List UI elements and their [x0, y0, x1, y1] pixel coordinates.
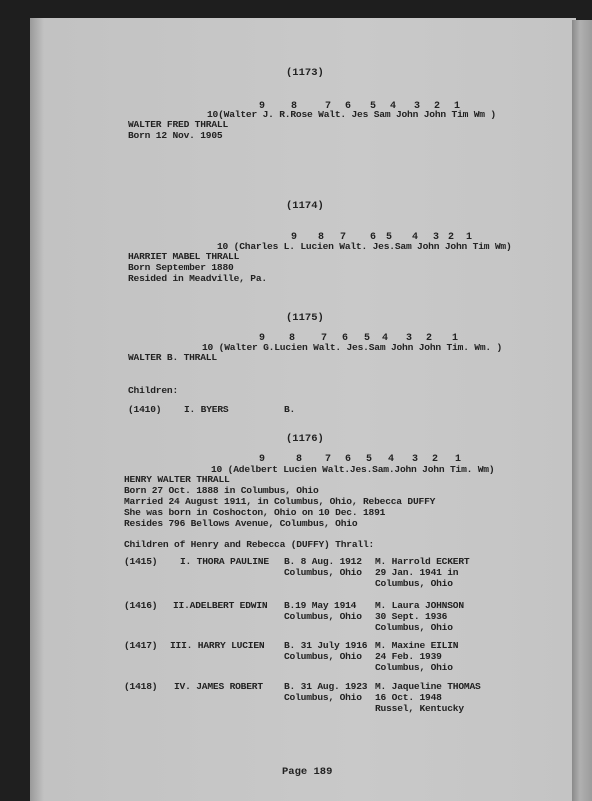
lineage-line: 10 (Charles L. Lucien Walt. Jes.Sam John John Tim Wm)	[217, 241, 512, 252]
child-birth-date: B. 31 July 1916	[284, 640, 368, 651]
child-name: IV. JAMES ROBERT	[174, 681, 263, 692]
child-marriage-place: Columbus, Ohio	[375, 578, 453, 589]
child-name: I. BYERS	[184, 404, 229, 415]
person-name: WALTER FRED THRALL	[128, 119, 229, 130]
generation-number: 4	[382, 333, 389, 344]
child-marriage-date: 30 Sept. 1936	[375, 611, 448, 622]
generation-number: 9	[291, 232, 298, 243]
child-birth-date: B.19 May 1914	[284, 600, 357, 611]
generation-number: 9	[259, 333, 266, 344]
child-marriage-place: Columbus, Ohio	[375, 622, 453, 633]
generation-number: 6	[345, 101, 352, 112]
generation-number: 6	[345, 454, 352, 465]
child-number: (1410)	[128, 404, 162, 415]
child-birth-place: Columbus, Ohio	[284, 567, 362, 578]
children-heading: Children:	[128, 385, 179, 396]
person-name: HENRY WALTER THRALL	[124, 474, 230, 485]
person-name: WALTER B. THRALL	[128, 352, 217, 363]
generation-number: 3	[414, 101, 421, 112]
child-name: I. THORA PAULINE	[180, 556, 269, 567]
child-birth-place: Columbus, Ohio	[284, 692, 362, 703]
top-scan-border	[0, 0, 592, 20]
child-spouse: M. Laura JOHNSON	[375, 600, 464, 611]
generation-number: 1	[466, 232, 473, 243]
generation-number: 4	[390, 101, 397, 112]
generation-number: 7	[325, 101, 332, 112]
generation-number: 9	[259, 454, 266, 465]
generation-number: 3	[412, 454, 419, 465]
lineage-line: 10(Walter J. R.Rose Walt. Jes Sam John John Tim Wm )	[207, 109, 496, 120]
birth-info: Born September 1880	[128, 262, 234, 273]
entry-number: (1174)	[286, 200, 324, 212]
generation-number: 1	[454, 101, 461, 112]
generation-number: 2	[448, 232, 455, 243]
entry-number: (1173)	[286, 67, 324, 79]
child-number: (1415)	[124, 556, 158, 567]
generation-number: 2	[432, 454, 439, 465]
child-birth-date: B. 31 Aug. 1923	[284, 681, 368, 692]
generation-number: 4	[388, 454, 395, 465]
generation-number: 3	[406, 333, 413, 344]
child-marriage-date: 16 Oct. 1948	[375, 692, 442, 703]
child-birth-place: Columbus, Ohio	[284, 651, 362, 662]
child-marriage-place: Columbus, Ohio	[375, 662, 453, 673]
generation-number: 7	[321, 333, 328, 344]
child-spouse: M. Maxine EILIN	[375, 640, 459, 651]
page-edge	[572, 20, 592, 801]
entry-number: (1175)	[286, 312, 324, 324]
child-spouse: M. Harrold ECKERT	[375, 556, 470, 567]
spouse-birth-info: She was born in Coshocton, Ohio on 10 Dec. 1891	[124, 507, 386, 518]
generation-number: 5	[386, 232, 393, 243]
child-birth-date: B. 8 Aug. 1912	[284, 556, 362, 567]
birth-info: Born 27 Oct. 1888 in Columbus, Ohio	[124, 485, 319, 496]
generation-number: 8	[289, 333, 296, 344]
child-birth-place: Columbus, Ohio	[284, 611, 362, 622]
generation-number: 5	[370, 101, 377, 112]
child-name: II.ADELBERT EDWIN	[173, 600, 268, 611]
generation-number: 8	[318, 232, 325, 243]
entry-number: (1176)	[286, 433, 324, 445]
residence-info: Resided in Meadville, Pa.	[128, 273, 267, 284]
marriage-info: Married 24 August 1911, in Columbus, Ohio, Rebecca DUFFY	[124, 496, 436, 507]
child-name: III. HARRY LUCIEN	[170, 640, 265, 651]
residence-info: Resides 796 Bellows Avenue, Columbus, Ohio	[124, 518, 358, 529]
generation-number: 1	[455, 454, 462, 465]
generation-number: 5	[366, 454, 373, 465]
page-number: Page 189	[282, 766, 333, 778]
generation-number: 4	[412, 232, 419, 243]
birth-info: Born 12 Nov. 1905	[128, 130, 223, 141]
generation-number: 2	[426, 333, 433, 344]
child-number: (1416)	[124, 600, 158, 611]
generation-number: 3	[433, 232, 440, 243]
generation-number: 2	[434, 101, 441, 112]
person-name: HARRIET MABEL THRALL	[128, 251, 240, 262]
generation-number: 7	[325, 454, 332, 465]
child-marriage-date: 29 Jan. 1941 in	[375, 567, 459, 578]
child-spouse: M. Jaqueline THOMAS	[375, 681, 481, 692]
child-number: (1417)	[124, 640, 158, 651]
generation-number: 6	[342, 333, 349, 344]
generation-number: 5	[364, 333, 371, 344]
generation-number: 8	[296, 454, 303, 465]
generation-number: 6	[370, 232, 377, 243]
generation-number: 8	[291, 101, 298, 112]
generation-number: 1	[452, 333, 459, 344]
lineage-line: 10 (Adelbert Lucien Walt.Jes.Sam.John John Tim. Wm)	[211, 464, 495, 475]
generation-number: 9	[259, 101, 266, 112]
children-heading: Children of Henry and Rebecca (DUFFY) Thrall:	[124, 539, 375, 550]
child-number: (1418)	[124, 681, 158, 692]
generation-number: 7	[340, 232, 347, 243]
child-marriage-place: Russel, Kentucky	[375, 703, 464, 714]
child-marriage-date: 24 Feb. 1939	[375, 651, 442, 662]
lineage-line: 10 (Walter G.Lucien Walt. Jes.Sam John John Tim. Wm. )	[202, 342, 503, 353]
child-birth: B.	[284, 404, 296, 415]
